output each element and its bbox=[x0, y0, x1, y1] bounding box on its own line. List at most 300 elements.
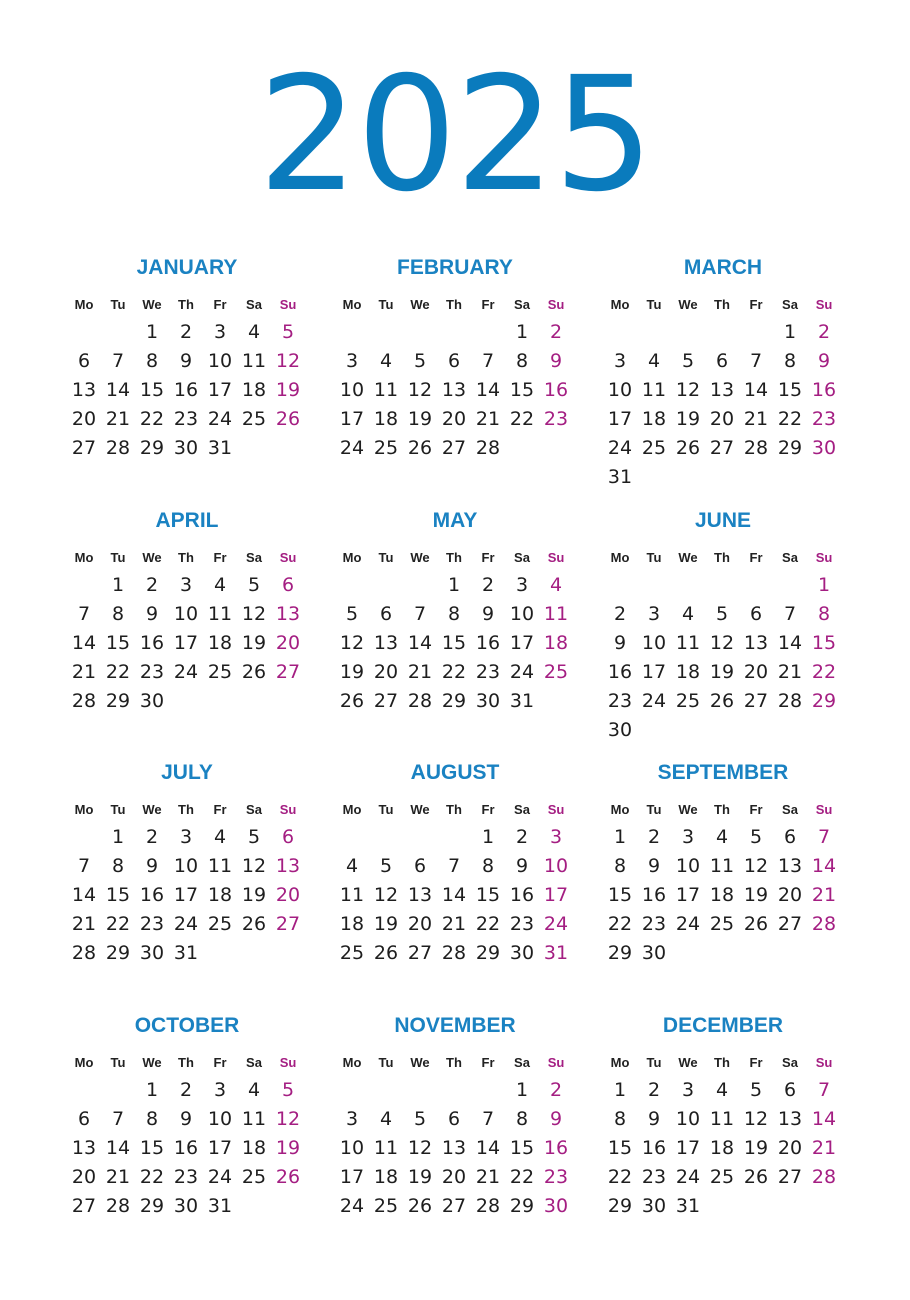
day-cell: 15 bbox=[607, 883, 633, 906]
day-cell: 5 bbox=[715, 602, 729, 625]
month-june bbox=[603, 508, 843, 744]
day-cell: 6 bbox=[77, 1107, 91, 1130]
day-cell: 14 bbox=[105, 1136, 131, 1159]
weekday-label: We bbox=[678, 801, 698, 817]
month-january bbox=[67, 255, 307, 462]
sunday-cell: 21 bbox=[811, 883, 837, 906]
day-cell: 23 bbox=[173, 1165, 199, 1188]
day-cell: 20 bbox=[709, 407, 735, 430]
weekday-label: Su bbox=[547, 296, 565, 312]
day-cell: 18 bbox=[241, 378, 267, 401]
day-cell: 6 bbox=[447, 349, 461, 372]
day-cell: 2 bbox=[647, 825, 661, 848]
day-cell: 24 bbox=[675, 912, 701, 935]
day-cell: 31 bbox=[207, 436, 233, 459]
month-august bbox=[335, 760, 575, 967]
week-row bbox=[67, 1104, 307, 1133]
day-cell: 30 bbox=[475, 689, 501, 712]
day-cell: 10 bbox=[509, 602, 535, 625]
weekday-header bbox=[67, 1049, 307, 1075]
week-row bbox=[67, 1075, 307, 1104]
weekday-label: Sa bbox=[246, 549, 262, 565]
day-cell: 13 bbox=[71, 1136, 97, 1159]
day-cell: 22 bbox=[509, 1165, 535, 1188]
month-april bbox=[67, 508, 307, 715]
sunday-cell: 6 bbox=[281, 573, 295, 596]
month-september bbox=[603, 760, 843, 967]
weekday-label: Mo bbox=[342, 801, 362, 817]
week-row bbox=[603, 880, 843, 909]
day-cell: 30 bbox=[607, 718, 633, 741]
day-cell: 19 bbox=[407, 407, 433, 430]
sunday-cell: 24 bbox=[543, 912, 569, 935]
day-cell: 8 bbox=[145, 349, 159, 372]
weekday-label: Mo bbox=[74, 1054, 94, 1070]
day-cell: 24 bbox=[641, 689, 667, 712]
day-cell: 11 bbox=[339, 883, 365, 906]
sunday-cell: 14 bbox=[811, 854, 837, 877]
weekday-label: We bbox=[678, 1054, 698, 1070]
week-row bbox=[603, 715, 843, 744]
day-cell: 7 bbox=[111, 1107, 125, 1130]
week-row bbox=[335, 851, 575, 880]
day-cell: 14 bbox=[777, 631, 803, 654]
day-cell: 4 bbox=[647, 349, 661, 372]
weekday-label: We bbox=[678, 549, 698, 565]
week-row bbox=[335, 599, 575, 628]
sunday-cell: 1 bbox=[817, 573, 831, 596]
week-row bbox=[603, 1133, 843, 1162]
weekday-label: Sa bbox=[782, 801, 798, 817]
week-row bbox=[335, 1162, 575, 1191]
day-cell: 8 bbox=[613, 854, 627, 877]
weekday-label: Tu bbox=[110, 549, 126, 565]
day-cell: 21 bbox=[743, 407, 769, 430]
day-cell: 4 bbox=[379, 349, 393, 372]
week-row bbox=[603, 686, 843, 715]
day-cell: 30 bbox=[641, 1194, 667, 1217]
day-cell: 3 bbox=[647, 602, 661, 625]
day-cell: 4 bbox=[681, 602, 695, 625]
weekday-label: We bbox=[410, 801, 430, 817]
day-cell: 8 bbox=[613, 1107, 627, 1130]
day-cell: 3 bbox=[179, 825, 193, 848]
sunday-cell: 18 bbox=[543, 631, 569, 654]
weekday-label: Th bbox=[446, 1054, 462, 1070]
day-cell: 19 bbox=[743, 883, 769, 906]
month-title: DECEMBER bbox=[662, 1014, 784, 1037]
day-cell: 1 bbox=[447, 573, 461, 596]
day-cell: 17 bbox=[173, 883, 199, 906]
sunday-cell: 16 bbox=[543, 1136, 569, 1159]
day-cell: 4 bbox=[247, 320, 261, 343]
day-cell: 17 bbox=[207, 378, 233, 401]
week-row bbox=[67, 346, 307, 375]
weekday-label: Su bbox=[279, 1054, 297, 1070]
sunday-cell: 20 bbox=[275, 883, 301, 906]
day-cell: 20 bbox=[71, 407, 97, 430]
sunday-cell: 7 bbox=[817, 1078, 831, 1101]
day-cell: 18 bbox=[241, 1136, 267, 1159]
weekday-label: Fr bbox=[481, 1054, 495, 1070]
day-cell: 25 bbox=[675, 689, 701, 712]
day-cell: 19 bbox=[339, 660, 365, 683]
day-cell: 15 bbox=[509, 1136, 535, 1159]
day-cell: 28 bbox=[441, 941, 467, 964]
day-cell: 24 bbox=[173, 660, 199, 683]
day-cell: 1 bbox=[145, 1078, 159, 1101]
weekday-label: Su bbox=[815, 549, 833, 565]
month-march bbox=[603, 255, 843, 491]
day-cell: 8 bbox=[111, 854, 125, 877]
day-cell: 26 bbox=[407, 1194, 433, 1217]
day-cell: 21 bbox=[475, 407, 501, 430]
weekday-label: Fr bbox=[749, 296, 763, 312]
day-cell: 9 bbox=[179, 349, 193, 372]
day-cell: 13 bbox=[743, 631, 769, 654]
week-row bbox=[603, 375, 843, 404]
month-february bbox=[335, 255, 575, 462]
week-row bbox=[603, 1162, 843, 1191]
day-cell: 24 bbox=[675, 1165, 701, 1188]
day-cell: 16 bbox=[607, 660, 633, 683]
day-cell: 15 bbox=[509, 378, 535, 401]
day-cell: 23 bbox=[641, 1165, 667, 1188]
weekday-label: We bbox=[410, 1054, 430, 1070]
weekday-label: Su bbox=[279, 801, 297, 817]
month-title: JULY bbox=[161, 761, 213, 784]
week-row bbox=[67, 686, 307, 715]
day-cell: 28 bbox=[105, 1194, 131, 1217]
day-cell: 8 bbox=[515, 1107, 529, 1130]
week-row bbox=[67, 880, 307, 909]
day-cell: 25 bbox=[373, 1194, 399, 1217]
weekday-header bbox=[335, 796, 575, 822]
weekday-label: Th bbox=[446, 296, 462, 312]
day-cell: 24 bbox=[207, 1165, 233, 1188]
weekday-header bbox=[67, 796, 307, 822]
day-cell: 10 bbox=[173, 602, 199, 625]
day-cell: 11 bbox=[241, 349, 267, 372]
sunday-cell: 29 bbox=[811, 689, 837, 712]
day-cell: 28 bbox=[407, 689, 433, 712]
day-cell: 24 bbox=[339, 436, 365, 459]
day-cell: 31 bbox=[509, 689, 535, 712]
day-cell: 6 bbox=[749, 602, 763, 625]
week-row bbox=[335, 938, 575, 967]
day-cell: 28 bbox=[777, 689, 803, 712]
week-row bbox=[67, 317, 307, 346]
day-cell: 18 bbox=[709, 1136, 735, 1159]
week-row bbox=[335, 822, 575, 851]
sunday-cell: 26 bbox=[275, 407, 301, 430]
day-cell: 9 bbox=[647, 854, 661, 877]
weekday-label: Sa bbox=[246, 801, 262, 817]
day-cell: 3 bbox=[681, 1078, 695, 1101]
sunday-cell: 9 bbox=[549, 1107, 563, 1130]
day-cell: 2 bbox=[179, 320, 193, 343]
day-cell: 28 bbox=[475, 436, 501, 459]
week-row bbox=[67, 1162, 307, 1191]
day-cell: 16 bbox=[173, 378, 199, 401]
weekday-label: We bbox=[410, 296, 430, 312]
day-cell: 20 bbox=[407, 912, 433, 935]
day-cell: 10 bbox=[173, 854, 199, 877]
day-cell: 19 bbox=[241, 883, 267, 906]
month-title: FEBRUARY bbox=[397, 256, 513, 279]
day-cell: 14 bbox=[71, 883, 97, 906]
weekday-label: We bbox=[142, 296, 162, 312]
day-cell: 8 bbox=[481, 854, 495, 877]
weekday-label: Sa bbox=[514, 296, 530, 312]
day-cell: 24 bbox=[207, 407, 233, 430]
day-cell: 23 bbox=[607, 689, 633, 712]
weekday-header bbox=[603, 796, 843, 822]
day-cell: 26 bbox=[407, 436, 433, 459]
day-cell: 18 bbox=[207, 883, 233, 906]
weekday-label: We bbox=[142, 801, 162, 817]
day-cell: 26 bbox=[743, 912, 769, 935]
day-cell: 15 bbox=[475, 883, 501, 906]
day-cell: 28 bbox=[71, 689, 97, 712]
week-row bbox=[603, 433, 843, 462]
day-cell: 17 bbox=[339, 1165, 365, 1188]
day-cell: 12 bbox=[373, 883, 399, 906]
sunday-cell: 10 bbox=[543, 854, 569, 877]
day-cell: 21 bbox=[777, 660, 803, 683]
sunday-cell: 7 bbox=[817, 825, 831, 848]
day-cell: 15 bbox=[139, 1136, 165, 1159]
day-cell: 31 bbox=[173, 941, 199, 964]
day-cell: 19 bbox=[241, 631, 267, 654]
weekday-label: Fr bbox=[749, 1054, 763, 1070]
day-cell: 23 bbox=[641, 912, 667, 935]
day-cell: 21 bbox=[475, 1165, 501, 1188]
day-cell: 12 bbox=[743, 854, 769, 877]
week-row bbox=[67, 909, 307, 938]
weekday-label: Su bbox=[547, 801, 565, 817]
sunday-cell: 9 bbox=[549, 349, 563, 372]
sunday-cell: 21 bbox=[811, 1136, 837, 1159]
day-cell: 21 bbox=[407, 660, 433, 683]
weekday-label: Fr bbox=[213, 801, 227, 817]
month-title: MAY bbox=[432, 509, 478, 532]
day-cell: 20 bbox=[71, 1165, 97, 1188]
weekday-header bbox=[603, 291, 843, 317]
day-cell: 27 bbox=[71, 436, 97, 459]
day-cell: 3 bbox=[213, 1078, 227, 1101]
day-cell: 6 bbox=[783, 1078, 797, 1101]
day-cell: 16 bbox=[641, 883, 667, 906]
sunday-cell: 23 bbox=[543, 407, 569, 430]
day-cell: 13 bbox=[441, 378, 467, 401]
weekday-label: Tu bbox=[378, 801, 394, 817]
sunday-cell: 27 bbox=[275, 660, 301, 683]
day-cell: 27 bbox=[441, 436, 467, 459]
day-cell: 3 bbox=[213, 320, 227, 343]
sunday-cell: 23 bbox=[543, 1165, 569, 1188]
day-cell: 6 bbox=[715, 349, 729, 372]
weekday-header bbox=[67, 291, 307, 317]
week-row bbox=[335, 317, 575, 346]
sunday-cell: 27 bbox=[275, 912, 301, 935]
day-cell: 18 bbox=[373, 407, 399, 430]
day-cell: 1 bbox=[515, 320, 529, 343]
weekday-label: Fr bbox=[481, 801, 495, 817]
day-cell: 22 bbox=[139, 1165, 165, 1188]
day-cell: 23 bbox=[139, 912, 165, 935]
day-cell: 28 bbox=[743, 436, 769, 459]
sunday-cell: 19 bbox=[275, 1136, 301, 1159]
day-cell: 1 bbox=[111, 825, 125, 848]
weekday-label: Mo bbox=[610, 801, 630, 817]
day-cell: 26 bbox=[675, 436, 701, 459]
day-cell: 8 bbox=[145, 1107, 159, 1130]
day-cell: 22 bbox=[105, 912, 131, 935]
day-cell: 3 bbox=[179, 573, 193, 596]
day-cell: 29 bbox=[139, 1194, 165, 1217]
weekday-header bbox=[335, 544, 575, 570]
weekday-label: Tu bbox=[110, 296, 126, 312]
weekday-label: Mo bbox=[342, 296, 362, 312]
day-cell: 22 bbox=[139, 407, 165, 430]
sunday-cell: 3 bbox=[549, 825, 563, 848]
day-cell: 6 bbox=[379, 602, 393, 625]
day-cell: 11 bbox=[675, 631, 701, 654]
weekday-header bbox=[603, 544, 843, 570]
weekday-label: Mo bbox=[610, 296, 630, 312]
day-cell: 13 bbox=[441, 1136, 467, 1159]
day-cell: 24 bbox=[509, 660, 535, 683]
day-cell: 21 bbox=[105, 1165, 131, 1188]
day-cell: 27 bbox=[777, 1165, 803, 1188]
day-cell: 16 bbox=[139, 631, 165, 654]
day-cell: 16 bbox=[475, 631, 501, 654]
month-october bbox=[67, 1013, 307, 1220]
day-cell: 5 bbox=[247, 573, 261, 596]
day-cell: 5 bbox=[247, 825, 261, 848]
day-cell: 25 bbox=[241, 1165, 267, 1188]
day-cell: 6 bbox=[447, 1107, 461, 1130]
week-row bbox=[335, 1075, 575, 1104]
day-cell: 13 bbox=[777, 854, 803, 877]
weekday-label: Tu bbox=[646, 549, 662, 565]
day-cell: 10 bbox=[207, 1107, 233, 1130]
day-cell: 13 bbox=[407, 883, 433, 906]
weekday-label: Th bbox=[178, 549, 194, 565]
weekday-label: Su bbox=[547, 549, 565, 565]
day-cell: 11 bbox=[207, 602, 233, 625]
day-cell: 30 bbox=[173, 436, 199, 459]
day-cell: 20 bbox=[777, 1136, 803, 1159]
day-cell: 17 bbox=[641, 660, 667, 683]
week-row bbox=[603, 404, 843, 433]
day-cell: 29 bbox=[139, 436, 165, 459]
day-cell: 25 bbox=[373, 436, 399, 459]
day-cell: 5 bbox=[413, 349, 427, 372]
weekday-label: Fr bbox=[749, 801, 763, 817]
day-cell: 8 bbox=[111, 602, 125, 625]
sunday-cell: 26 bbox=[275, 1165, 301, 1188]
day-cell: 25 bbox=[207, 912, 233, 935]
weekday-label: We bbox=[142, 549, 162, 565]
weekday-header bbox=[603, 1049, 843, 1075]
day-cell: 5 bbox=[379, 854, 393, 877]
weekday-label: Tu bbox=[110, 1054, 126, 1070]
sunday-cell: 12 bbox=[275, 1107, 301, 1130]
day-cell: 20 bbox=[441, 407, 467, 430]
day-cell: 27 bbox=[743, 689, 769, 712]
weekday-label: Su bbox=[547, 1054, 565, 1070]
week-row bbox=[335, 346, 575, 375]
day-cell: 9 bbox=[647, 1107, 661, 1130]
day-cell: 12 bbox=[241, 602, 267, 625]
week-row bbox=[335, 1133, 575, 1162]
day-cell: 25 bbox=[241, 407, 267, 430]
weekday-label: Sa bbox=[782, 1054, 798, 1070]
sunday-cell: 2 bbox=[549, 1078, 563, 1101]
weekday-label: Mo bbox=[74, 296, 94, 312]
weekday-label: Tu bbox=[646, 1054, 662, 1070]
day-cell: 25 bbox=[709, 1165, 735, 1188]
weekday-label: Th bbox=[446, 801, 462, 817]
day-cell: 7 bbox=[481, 349, 495, 372]
weekday-label: Th bbox=[178, 1054, 194, 1070]
day-cell: 4 bbox=[213, 573, 227, 596]
day-cell: 11 bbox=[373, 1136, 399, 1159]
day-cell: 19 bbox=[373, 912, 399, 935]
day-cell: 10 bbox=[675, 854, 701, 877]
weekday-label: Tu bbox=[110, 801, 126, 817]
weekday-label: We bbox=[410, 549, 430, 565]
day-cell: 1 bbox=[515, 1078, 529, 1101]
day-cell: 29 bbox=[105, 689, 131, 712]
day-cell: 7 bbox=[447, 854, 461, 877]
day-cell: 12 bbox=[241, 854, 267, 877]
day-cell: 17 bbox=[339, 407, 365, 430]
week-row bbox=[67, 657, 307, 686]
weekday-label: Su bbox=[815, 296, 833, 312]
day-cell: 4 bbox=[379, 1107, 393, 1130]
day-cell: 18 bbox=[709, 883, 735, 906]
day-cell: 4 bbox=[715, 1078, 729, 1101]
week-row bbox=[603, 1104, 843, 1133]
week-row bbox=[67, 851, 307, 880]
sunday-cell: 14 bbox=[811, 1107, 837, 1130]
week-row bbox=[335, 686, 575, 715]
week-row bbox=[335, 880, 575, 909]
day-cell: 27 bbox=[373, 689, 399, 712]
sunday-cell: 13 bbox=[275, 602, 301, 625]
month-november bbox=[335, 1013, 575, 1220]
week-row bbox=[603, 1191, 843, 1220]
day-cell: 22 bbox=[509, 407, 535, 430]
week-row bbox=[67, 628, 307, 657]
day-cell: 15 bbox=[105, 631, 131, 654]
day-cell: 2 bbox=[515, 825, 529, 848]
day-cell: 23 bbox=[139, 660, 165, 683]
day-cell: 9 bbox=[145, 854, 159, 877]
sunday-cell: 15 bbox=[811, 631, 837, 654]
weekday-label: Fr bbox=[749, 549, 763, 565]
day-cell: 3 bbox=[345, 349, 359, 372]
week-row bbox=[335, 404, 575, 433]
day-cell: 2 bbox=[145, 573, 159, 596]
day-cell: 12 bbox=[407, 378, 433, 401]
day-cell: 18 bbox=[675, 660, 701, 683]
day-cell: 17 bbox=[675, 883, 701, 906]
day-cell: 29 bbox=[441, 689, 467, 712]
